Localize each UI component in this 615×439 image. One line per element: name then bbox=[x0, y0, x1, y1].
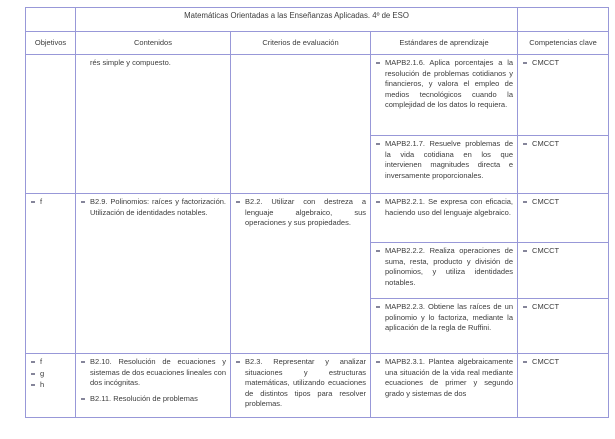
bullet-dash-icon bbox=[236, 361, 240, 363]
objetivo-letter: h bbox=[40, 380, 45, 389]
contenido-continuation-text: rés simple y compuesto. bbox=[90, 58, 171, 67]
standard-text: MAPB2.2.1. Se expresa con eficacia, haciendo uso del lenguaje algebraico. bbox=[385, 197, 514, 217]
table-title: Matemáticas Orientadas a las Enseñanzas Aplicadas. 4º de ESO bbox=[76, 8, 518, 32]
cell-contenidos bbox=[76, 194, 231, 354]
bullet-dash-icon bbox=[31, 384, 35, 386]
bullet-dash-icon bbox=[81, 398, 85, 400]
bullet-dash-icon bbox=[523, 306, 527, 308]
cell-competencia bbox=[518, 55, 609, 136]
standard-item bbox=[375, 197, 513, 218]
bullet-dash-icon bbox=[376, 361, 380, 363]
curriculum-table bbox=[25, 7, 609, 418]
bullet-dash-icon bbox=[523, 250, 527, 252]
cell-estandar bbox=[371, 299, 518, 354]
criterio-text: B2.2. Utilizar con destreza a lenguaje algebraico, sus operaciones y sus propiedades. bbox=[245, 197, 366, 227]
competencia-text: CMCCT bbox=[532, 197, 560, 206]
competencia-text: CMCCT bbox=[532, 139, 560, 148]
bullet-dash-icon bbox=[81, 201, 85, 203]
criterio-text: B2.3. Representar y analizar situaciones y estructuras matemáticas, utilizando ecuaciones de distintos tipos para resolver problemas. bbox=[245, 357, 366, 408]
cell-competencia bbox=[518, 354, 609, 418]
objetivo-letter: f bbox=[40, 197, 43, 206]
competencia-text: CMCCT bbox=[532, 302, 560, 311]
bullet-dash-icon bbox=[376, 201, 380, 203]
competencia-text: CMCCT bbox=[532, 357, 560, 366]
standard-text: MAPB2.3.1. Plantea algebraicamente una situación de la vida real mediante ecuaciones de primer y segundo grado y sistemas de dos bbox=[385, 357, 514, 398]
standard-item bbox=[375, 58, 513, 111]
bullet-dash-icon bbox=[523, 62, 527, 64]
objetivo-letter: f bbox=[40, 357, 43, 366]
cell-criterios-empty bbox=[231, 55, 371, 194]
competencia-item bbox=[522, 357, 604, 368]
competencia-item bbox=[522, 58, 604, 69]
standard-text: MAPB2.1.6. Aplica porcentajes a la resolución de problemas cotidianos y financieros, y valora el empleo de medios tecnológicos cuando la complejidad de los datos lo requiera. bbox=[385, 58, 514, 109]
table-row bbox=[26, 55, 609, 136]
competencia-item bbox=[522, 246, 604, 257]
cell-competencia bbox=[518, 299, 609, 354]
bullet-dash-icon bbox=[376, 306, 380, 308]
criterio-item bbox=[235, 197, 366, 229]
bullet-dash-icon bbox=[376, 62, 380, 64]
cell-criterios bbox=[231, 354, 371, 418]
header-row bbox=[26, 32, 609, 55]
contenido-text: B2.10. Resolución de ecuaciones y sistemas de dos ecuaciones lineales con dos incógnitas. bbox=[90, 357, 226, 387]
table-row bbox=[26, 194, 609, 243]
standard-text: MAPB2.2.3. Obtiene las raíces de un polinomio y lo factoriza, mediante la aplicación de la regla de Ruffini. bbox=[385, 302, 514, 332]
cell-estandar bbox=[371, 243, 518, 299]
column-header-criterios: Criterios de evaluación bbox=[231, 32, 371, 55]
objetivo-item bbox=[30, 369, 71, 380]
table-row bbox=[26, 354, 609, 418]
competencia-item bbox=[522, 197, 604, 208]
cell-objetivos bbox=[26, 194, 76, 354]
cell-competencia bbox=[518, 136, 609, 194]
bullet-dash-icon bbox=[31, 361, 35, 363]
title-row-empty-right bbox=[518, 8, 609, 32]
standard-text: MAPB2.2.2. Realiza operaciones de suma, resta, producto y división de polinomios, y utiliza identidades notables. bbox=[385, 246, 514, 287]
column-header-competencias: Competencias clave bbox=[518, 32, 609, 55]
bullet-dash-icon bbox=[523, 361, 527, 363]
bullet-dash-icon bbox=[376, 143, 380, 145]
bullet-dash-icon bbox=[376, 250, 380, 252]
objetivo-letter: g bbox=[40, 368, 45, 378]
cell-contenidos bbox=[76, 354, 231, 418]
competencia-item bbox=[522, 139, 604, 150]
column-header-estandares: Estándares de aprendizaje bbox=[371, 32, 518, 55]
bullet-dash-icon bbox=[31, 373, 35, 375]
objetivo-item bbox=[30, 357, 71, 368]
objetivo-item bbox=[30, 380, 71, 391]
bullet-dash-icon bbox=[81, 361, 85, 363]
cell-competencia bbox=[518, 194, 609, 243]
contenido-item bbox=[80, 357, 226, 389]
bullet-dash-icon bbox=[523, 143, 527, 145]
contenido-item bbox=[80, 394, 226, 405]
contenido-text: B2.11. Resolución de problemas bbox=[90, 393, 198, 403]
standard-item bbox=[375, 357, 513, 399]
cell-objetivos-empty bbox=[26, 55, 76, 194]
contenido-item bbox=[80, 197, 226, 218]
standard-item bbox=[375, 302, 513, 334]
standard-item bbox=[375, 246, 513, 288]
contenido-text: B2.9. Polinomios: raíces y factorización. Utilización de identidades notables. bbox=[90, 197, 226, 217]
standard-item bbox=[375, 139, 513, 181]
criterio-item bbox=[235, 357, 366, 410]
cell-competencia bbox=[518, 243, 609, 299]
column-header-objetivos: Objetivos bbox=[26, 32, 76, 55]
cell-estandar bbox=[371, 194, 518, 243]
competencia-item bbox=[522, 302, 604, 313]
standard-text: MAPB2.1.7. Resuelve problemas de la vida cotidiana en los que intervienen magnitudes directa e inversamente proporcionales. bbox=[385, 139, 514, 180]
cell-estandar bbox=[371, 55, 518, 136]
bullet-dash-icon bbox=[31, 201, 35, 203]
cell-objetivos bbox=[26, 354, 76, 418]
column-header-contenidos: Contenidos bbox=[76, 32, 231, 55]
bullet-dash-icon bbox=[523, 201, 527, 203]
cell-criterios bbox=[231, 194, 371, 354]
title-row bbox=[26, 8, 609, 32]
objetivo-item bbox=[30, 197, 71, 208]
cell-contenidos bbox=[76, 55, 231, 194]
bullet-dash-icon bbox=[236, 201, 240, 203]
competencia-text: CMCCT bbox=[532, 246, 560, 255]
cell-estandar bbox=[371, 354, 518, 418]
cell-estandar bbox=[371, 136, 518, 194]
competencia-text: CMCCT bbox=[532, 58, 560, 67]
title-row-empty-left bbox=[26, 8, 76, 32]
